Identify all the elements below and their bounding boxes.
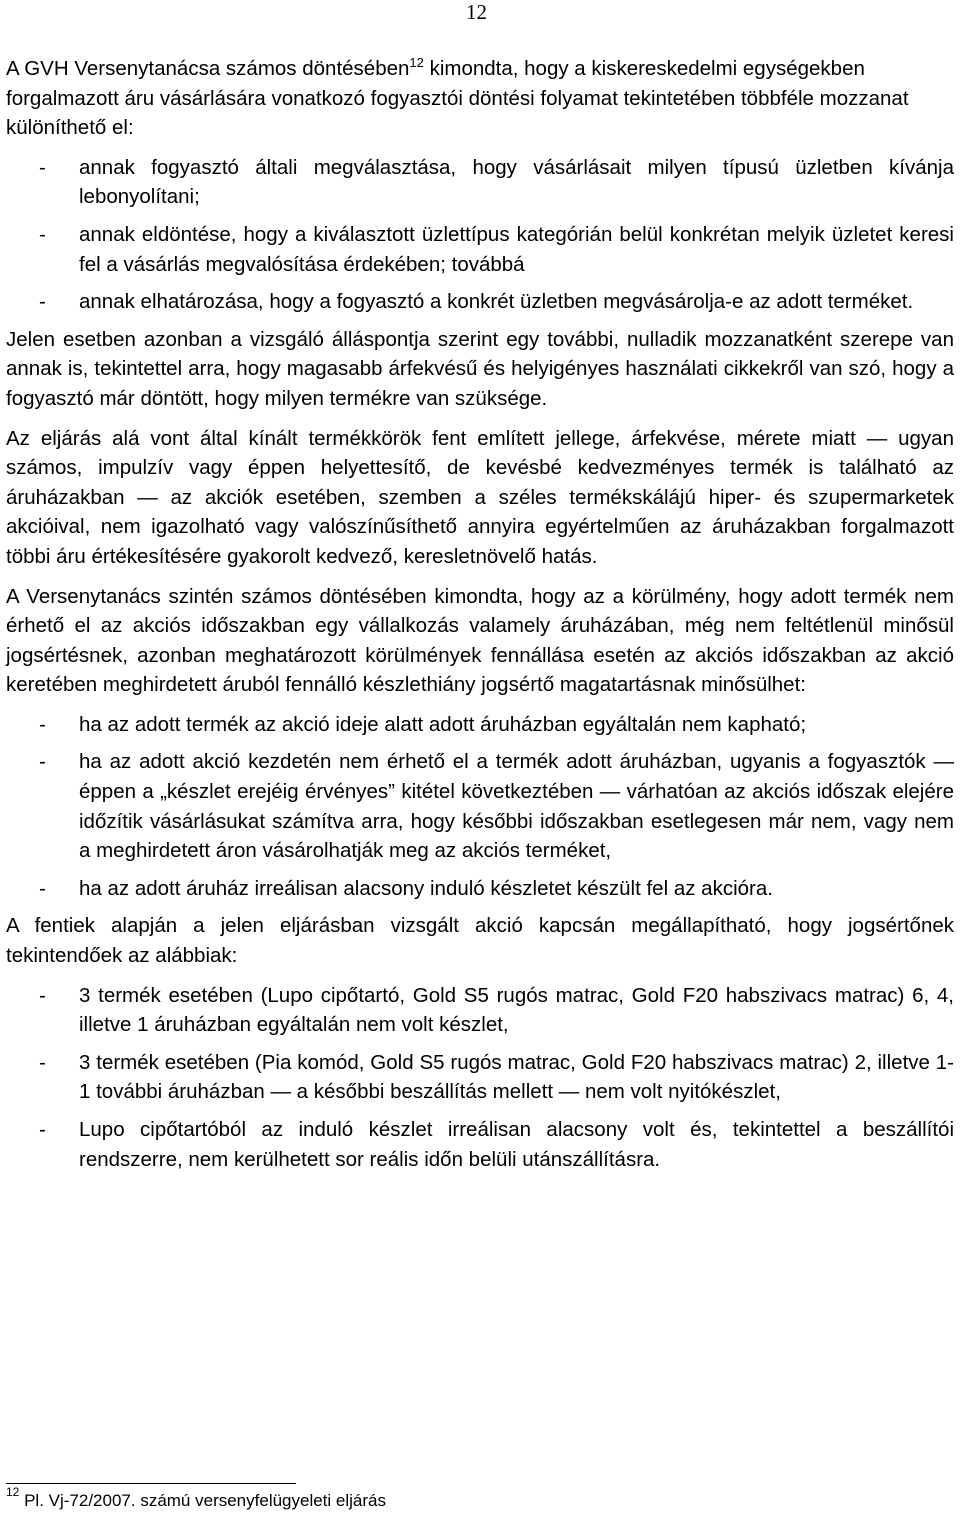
document-body [6, 54, 954, 1182]
footnote [6, 1485, 386, 1512]
footnote-separator [6, 1483, 296, 1484]
list-item [6, 747, 954, 865]
dash-marker: - [39, 876, 46, 900]
dash-marker: - [39, 155, 46, 179]
footnote-number: 12 [6, 1485, 20, 1499]
list-item-text: annak eldöntése, hogy a kiválasztott üzlettípus kategórián belül konkrétan melyik üzletet keresi fel a vásárlás megvalósítása érdekében; továbbá [79, 222, 954, 276]
dash-marker: - [39, 290, 46, 314]
list-item-text: 3 termék esetében (Lupo cipőtartó, Gold S5 rugós matrac, Gold F20 habszivacs matrac) 6, 4, illetve 1 áruházban egyáltalán nem volt készlet, [79, 983, 954, 1037]
violations-list [6, 981, 954, 1175]
footnote-text: Pl. Vj-72/2007. számú versenyfelügyeleti eljárás [19, 1491, 386, 1510]
list-item-text: 3 termék esetében (Pia komód, Gold S5 rugós matrac, Gold F20 habszivacs matrac) 2, illetve 1-1 további áruházban — a későbbi beszállítás mellett — nem volt nyitókészlet, [79, 1050, 954, 1104]
paragraph-intro [6, 54, 954, 143]
list-item-text: annak fogyasztó általi megválasztása, hogy vásárlásait milyen típusú üzletben kívánja lebonyolítani; [79, 155, 954, 209]
dash-marker: - [39, 983, 46, 1007]
paragraph-intro-text-b: kimondta, hogy a kiskereskedelmi egységekben forgalmazott áru vásárlására vonatkozó fogyasztói döntési folyamat tekintetében többféle mozzanat különíthető el: [6, 57, 909, 140]
list-item-text: Lupo cipőtartóból az induló készlet irreálisan alacsony volt és, tekintettel a beszállítói rendszerre, nem kerülhetett sor reális időn belüli utánszállításra. [79, 1118, 954, 1171]
stock-shortage-list [6, 710, 954, 904]
paragraph-investigator-view: Jelen esetben azonban a vizsgáló álláspontja szerint egy további, nulladik mozzanatként szerepe van annak is, tekintettel arra, hogy magasabb árfekvésű és helyigényes használati cikkekről van szó, hogy a fogyasztó már döntött, hogy milyen termékre van szüksége. [6, 327, 954, 410]
list-item-text: ha az adott áruház irreálisan alacsony induló készletet készült fel az akcióra. [79, 876, 773, 900]
decision-stages-list [6, 153, 954, 317]
paragraph-council-ruling: A Versenytanács szintén számos döntésében kimondta, hogy az a körülmény, hogy adott termék nem érhető el az akciós időszakban egy vállalkozás valamely áruházában, még nem feltétlenül minősül jogsértésnek, azonban meghatározott körülmények fennállása esetén az akciós időszakban az akció keretében meghirdetett áruból fennálló készlethiány jogsértő magatartásnak minősülhet: [6, 584, 954, 697]
list-item [6, 220, 954, 279]
dash-marker: - [39, 1050, 46, 1074]
list-item [6, 153, 954, 212]
list-item-text: ha az adott termék az akció ideje alatt adott áruházban egyáltalán nem kapható; [79, 712, 807, 736]
list-item [6, 1048, 954, 1107]
list-item [6, 710, 954, 740]
list-item [6, 981, 954, 1040]
list-item [6, 287, 954, 317]
list-item-text: ha az adott akció kezdetén nem érhető el a termék adott áruházban, ugyanis a fogyasztók — éppen a „készlet erejéig érvényes” kitétel következtében — várhatóan az akciós időszak elejére időzítik vásárlásukat számítva arra, hogy későbbi időszakban esetlegesen már nem, vagy nem a meghirdetett áron vásárolhatják meg az akciós terméket, [79, 750, 954, 863]
paragraph-conclusion: A fentiek alapján a jelen eljárásban vizsgált akció kapcsán megállapítható, hogy jogsértőnek tekintendőek az alábbiak: [6, 914, 954, 968]
list-item [6, 874, 954, 904]
dash-marker: - [39, 712, 46, 736]
list-item [6, 1115, 954, 1174]
paragraph-intro-text-a: A GVH Versenytanácsa számos döntésében [6, 57, 410, 80]
list-item-text: annak elhatározása, hogy a fogyasztó a konkrét üzletben megvásárolja-e az adott terméket. [79, 290, 914, 314]
footnote-reference: 12 [409, 55, 424, 70]
dash-marker: - [39, 750, 46, 774]
dash-marker: - [39, 222, 46, 246]
paragraph-product-range: Az eljárás alá vont által kínált termékkörök fent említett jellege, árfekvése, mérete miatt — ugyan számos, impulzív vagy éppen helyettesítő, de kevésbé kedvezményes termék is található az áruházakban — az akciók esetében, szemben a széles termékskálájú hiper- és szupermarketek akcióival, nem igazolható vagy valószínűsíthető annyira egyértelműen az áruházakban forgalmazott többi áru értékesítésére gyakorolt kedvező, keresletnövelő hatás. [6, 426, 954, 568]
dash-marker: - [39, 1118, 46, 1141]
page-number: 12 [466, 0, 487, 24]
